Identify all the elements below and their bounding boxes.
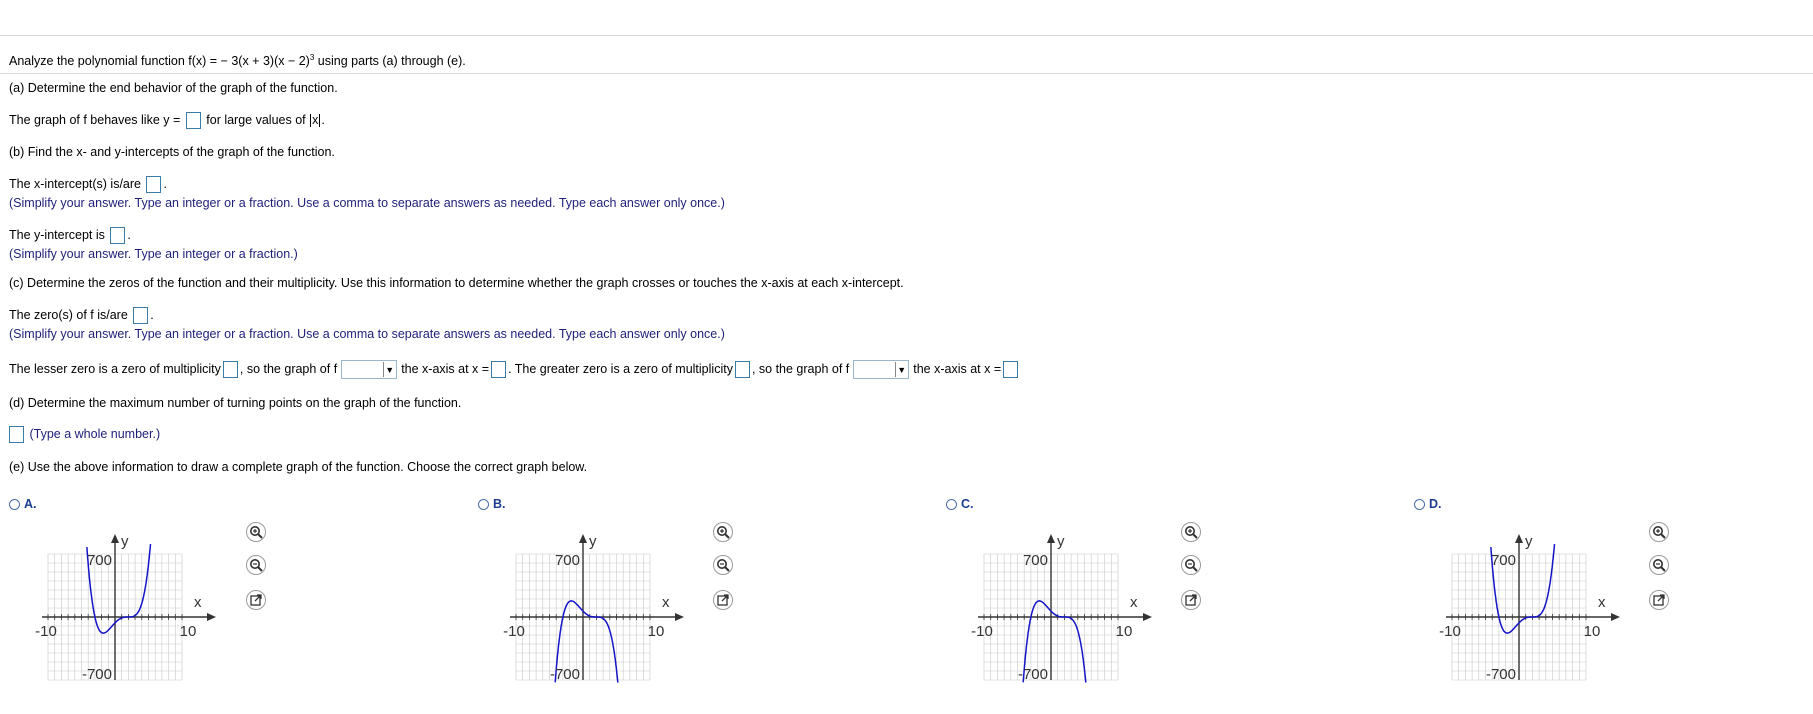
y-axis-label: y (121, 533, 129, 550)
graph-option-d (1434, 520, 1634, 685)
y-max-label: 700 (554, 552, 580, 569)
end-behavior-answer[interactable] (186, 112, 201, 129)
x-intercept-row: The x-intercept(s) is/are . (9, 176, 167, 193)
zoom-out-icon-glyph (1652, 558, 1666, 572)
x-axis-arrow-icon (1143, 613, 1152, 621)
zoom-out-icon-glyph (1184, 558, 1198, 572)
x-axis-arrow-icon (1611, 613, 1620, 621)
x-axis-arrow-icon (207, 613, 216, 621)
zoom-out-icon[interactable] (246, 555, 266, 575)
zoom-out-icon-glyph (249, 558, 263, 572)
y-min-label: -700 (1485, 666, 1516, 683)
x-min-label: -10 (35, 623, 57, 640)
y-axis-arrow-icon (1515, 534, 1523, 543)
intro-divider (0, 73, 1813, 74)
y-intercept-row: The y-intercept is . (9, 227, 131, 244)
option-d[interactable] (1414, 497, 1442, 511)
zoom-in-icon-glyph (1184, 525, 1198, 539)
x-intercept-hint: (Simplify your answer. Type an integer or a fraction. Use a comma to separate answers as needed. Type each answer only once.) (9, 196, 725, 210)
lesser-zero-post: the x-axis at x = (401, 361, 490, 376)
zeros-answer[interactable] (133, 307, 148, 324)
graph-option-b (498, 520, 698, 685)
greater-zero-label: . The greater zero is a zero of multiplicity (508, 361, 733, 376)
question-intro (9, 50, 466, 69)
x-min-label: -10 (503, 623, 525, 640)
lesser-zero-label: The lesser zero is a zero of multiplicity (9, 361, 221, 376)
option-b-radio[interactable] (478, 499, 489, 510)
greater-multiplicity-answer[interactable] (735, 361, 750, 378)
x-max-label: 10 (1115, 623, 1133, 640)
zoom-in-icon-glyph (716, 525, 730, 539)
option-a-radio[interactable] (9, 499, 20, 510)
zoom-in-icon[interactable] (713, 522, 733, 542)
y-intercept-hint: (Simplify your answer. Type an integer or a fraction.) (9, 247, 298, 261)
y-max-label: 700 (1022, 552, 1048, 569)
option-a[interactable] (9, 497, 37, 511)
zoom-in-icon-glyph (249, 525, 263, 539)
option-d-radio[interactable] (1414, 499, 1425, 510)
y-axis-label: y (1525, 533, 1533, 550)
zoom-out-icon[interactable] (1649, 555, 1669, 575)
abs-bar-right (319, 114, 320, 127)
y-axis-label: y (589, 533, 597, 550)
x-axis-label: x (194, 594, 202, 611)
option-c-radio[interactable] (946, 499, 957, 510)
zoom-out-icon-glyph (716, 558, 730, 572)
x-min-label: -10 (971, 623, 993, 640)
option-d-label: D. (1429, 497, 1442, 511)
intro-exponent: 3 (309, 53, 315, 62)
x-max-label: 10 (179, 623, 197, 640)
turning-points-answer[interactable] (9, 426, 24, 443)
greater-zero-post: the x-axis at x = (913, 361, 1002, 376)
x-axis-arrow-icon (675, 613, 684, 621)
zoom-in-icon-glyph (1652, 525, 1666, 539)
y-intercept-answer[interactable] (110, 227, 125, 244)
y-intercept-label: The y-intercept is (9, 228, 105, 242)
option-b-label: B. (493, 497, 506, 511)
part-b-heading: (b) Find the x- and y-intercepts of the graph of the function. (9, 145, 335, 159)
multiplicity-row (9, 360, 1020, 379)
option-a-label: A. (24, 497, 37, 511)
abs-bar-left (310, 114, 311, 127)
part-c-heading: (c) Determine the zeros of the function and their multiplicity. Use this information to determine whether the graph crosses or touches the x-axis at each x-intercept. (9, 276, 904, 290)
abs-x: x (312, 113, 319, 127)
y-max-label: 700 (86, 552, 112, 569)
end-behavior-row: The graph of f behaves like y = for large values of x . (9, 112, 325, 129)
x-min-label: -10 (1439, 623, 1461, 640)
x-axis-label: x (1598, 594, 1606, 611)
lesser-behavior-dropdown[interactable] (341, 360, 397, 379)
popout-icon-glyph (1652, 593, 1666, 607)
greater-x-answer[interactable] (1003, 361, 1018, 378)
greater-behavior-dropdown[interactable] (853, 360, 909, 379)
x-max-label: 10 (647, 623, 665, 640)
end-behavior-suffix: for large values of (206, 113, 306, 127)
y-min-label: -700 (81, 666, 112, 683)
turning-points-row (9, 426, 160, 443)
graph-option-a (30, 520, 230, 685)
zoom-in-icon[interactable] (246, 522, 266, 542)
zeros-row: The zero(s) of f is/are . (9, 307, 154, 324)
popout-icon[interactable] (1649, 590, 1669, 610)
y-max-label: 700 (1490, 552, 1516, 569)
intro-suffix: using parts (a) through (e). (314, 54, 466, 69)
popout-icon-glyph (249, 593, 263, 607)
x-axis-label: x (1130, 594, 1138, 611)
popout-icon[interactable] (1181, 590, 1201, 610)
part-a-heading: (a) Determine the end behavior of the graph of the function. (9, 81, 338, 95)
dropdown-arrow-icon: ▼ (895, 362, 907, 377)
popout-icon-glyph (716, 593, 730, 607)
zoom-in-icon[interactable] (1649, 522, 1669, 542)
y-min-label: -700 (1017, 666, 1048, 683)
option-c[interactable] (946, 497, 974, 511)
option-b[interactable] (478, 497, 506, 511)
graph-option-c (966, 520, 1166, 685)
end-behavior-label: The graph of f behaves like y = (9, 113, 181, 127)
greater-zero-mid: , so the graph of f (751, 361, 850, 376)
lesser-zero-mid: , so the graph of f (239, 361, 338, 376)
turning-points-hint: (Type a whole number.) (29, 427, 161, 441)
dropdown-arrow-icon: ▼ (383, 362, 395, 377)
zoom-out-icon[interactable] (713, 555, 733, 575)
popout-icon-glyph (1184, 593, 1198, 607)
y-min-label: -700 (549, 666, 580, 683)
part-d-heading: (d) Determine the maximum number of turning points on the graph of the function. (9, 396, 462, 410)
x-intercept-label: The x-intercept(s) is/are (9, 177, 141, 191)
y-axis-arrow-icon (111, 534, 119, 543)
y-axis-label: y (1057, 533, 1065, 550)
lesser-x-answer[interactable] (491, 361, 506, 378)
x-axis-label: x (662, 594, 670, 611)
lesser-multiplicity-answer[interactable] (223, 361, 238, 378)
popout-icon[interactable] (713, 590, 733, 610)
intro-text: Analyze the polynomial function f(x) = − 3(x + 3)(x − 2) (9, 54, 310, 69)
part-e-heading: (e) Use the above information to draw a complete graph of the function. Choose the correct graph below. (9, 460, 588, 474)
top-divider (0, 35, 1813, 36)
zoom-in-icon[interactable] (1181, 522, 1201, 542)
option-c-label: C. (961, 497, 974, 511)
popout-icon[interactable] (246, 590, 266, 610)
x-max-label: 10 (1583, 623, 1601, 640)
zeros-hint: (Simplify your answer. Type an integer or a fraction. Use a comma to separate answers as needed. Type each answer only once.) (9, 327, 725, 341)
zoom-out-icon[interactable] (1181, 555, 1201, 575)
zeros-label: The zero(s) of f is/are (9, 308, 128, 322)
y-axis-arrow-icon (579, 534, 587, 543)
x-intercept-answer[interactable] (146, 176, 161, 193)
y-axis-arrow-icon (1047, 534, 1055, 543)
